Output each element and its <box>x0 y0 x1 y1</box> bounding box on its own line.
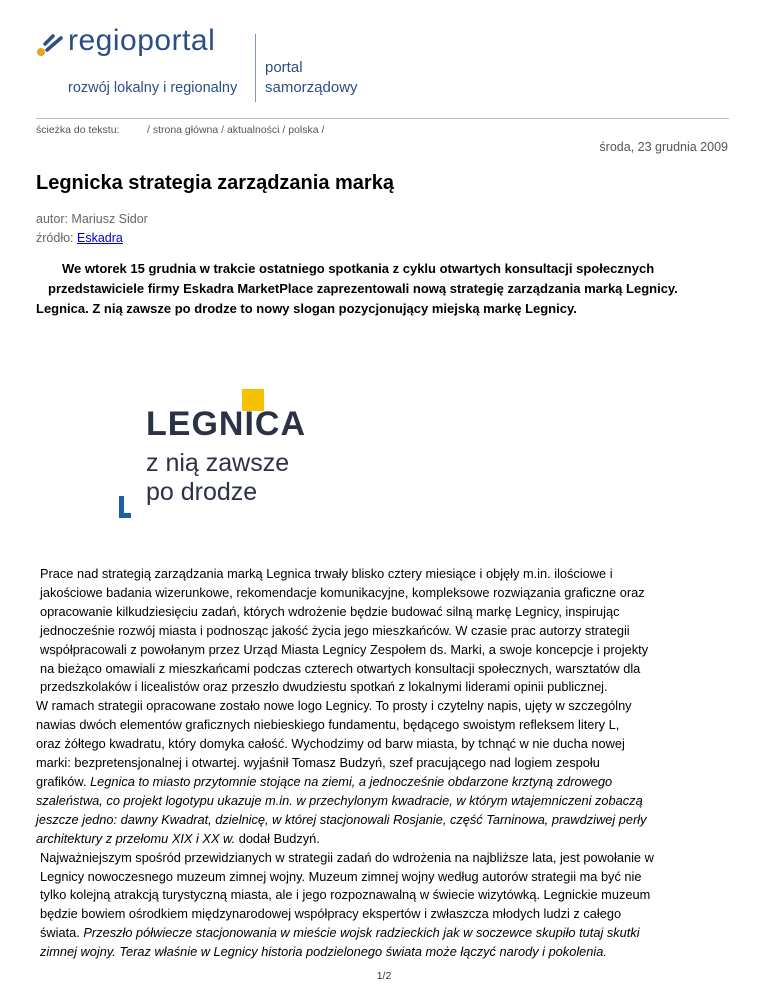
article-title: Legnicka strategia zarządzania marką <box>36 172 394 194</box>
body-line: jeszcze jedno: dawny Kwadrat, dzielnicę, w której stacjonowali Rosjanie, część Tarninowa, prawdziwej perły <box>36 811 647 827</box>
body-line: na bieżąco omawiali z mieszkańcami podczas czterech otwartych konsultacji społecznych, warsztatów dla <box>40 660 641 676</box>
body-line: Prace nad strategią zarządzania marką Legnica trwały blisko cztery miesiące i objęły m.in. ilościowe i <box>40 566 613 581</box>
body-segment: grafików. <box>36 773 91 789</box>
body-quote: Legnica to miasto przytomnie stojące na ziemi, a jednocześnie obdarzone krztyną zdrowego <box>90 773 613 789</box>
brand-image-line1: LEGNICA <box>146 405 306 443</box>
article-lead <box>36 259 756 319</box>
body-line: współpracowali z powołanym przez Urząd Miasta Legnicy Zespołem ds. Marki, a swoje koncepcje i projekty <box>40 641 649 657</box>
body-line: W ramach strategii opracowane zostało nowe logo Legnicy. To prosty i czytelny napis, ujęty w szczególny <box>36 698 632 714</box>
body-segment: dodał Budzyń. <box>235 830 320 846</box>
body-line: będzie bowiem ośrodkiem międzynarodowej współpracy ekspertów i zwłaszcza młodych ludzi z całego <box>40 906 622 922</box>
header-divider <box>36 118 729 119</box>
brand-image-line2: z nią zawsze <box>146 449 290 477</box>
body-line: marki: bezpretensjonalnej i otwartej. wyjaśnił Tomasz Budzyń, szef pracującego nad logiem zespołu <box>36 755 600 771</box>
body-line: tylko kolejną atrakcją turystyczną miasta, ale i jego rozpoznawalną w świecie wizytówką. Legnickie muzeum <box>40 887 651 903</box>
lead-line: We wtorek 15 grudnia w trakcie ostatniego spotkania z cyklu otwartych konsultacji społecznych <box>62 261 655 276</box>
body-line: nawias dwóch elementów graficznych niebieskiego fundamentu, będącego swoistym refleksem litery L, <box>36 717 620 733</box>
body-line: jakościowe badania wizerunkowe, rekomendacje komunikacyjne, kompleksowe rozwiązania graficzne oraz <box>40 584 645 600</box>
lead-line: Legnica. Z nią zawsze po drodze to nowy slogan pozycjonujący miejską markę Legnicy. <box>36 301 577 316</box>
blue-l-mark-icon <box>119 496 131 518</box>
body-line: oraz żółtego kwadratu, który domyka całość. Wychodzimy od barw miasta, by tchnąć w nie ducha nowej <box>36 736 625 752</box>
logo-portal-line2: samorządowy <box>265 79 358 96</box>
body-segment: świata. <box>40 925 84 941</box>
body-quote: Przeszło półwiecze stacjonowania w mieście wojsk radzieckich jak w soczewce skupiło tutaj skutki <box>83 925 640 941</box>
source-link[interactable]: Eskadra <box>77 231 123 245</box>
body-line <box>36 830 732 849</box>
page-number: 1/2 <box>376 970 392 982</box>
body-line <box>36 773 732 792</box>
logo-divider <box>255 34 256 102</box>
article-source <box>36 231 123 245</box>
logo-portal-label <box>265 58 358 98</box>
body-line: Legnicy nowoczesnego muzeum zimnej wojny. Muzeum zimnej wojny według autorów strategii ma być nie <box>40 868 642 884</box>
regioportal-logo[interactable] <box>36 24 396 106</box>
logo-portal-line1: portal <box>265 59 303 76</box>
brand-image-line3: po drodze <box>146 478 258 506</box>
source-label: źródło: <box>36 231 77 245</box>
breadcrumb-label: ścieżka do tekstu: <box>36 124 120 136</box>
body-line <box>36 924 732 943</box>
logo-name: regioportal <box>68 24 216 57</box>
article-author: autor: Mariusz Sidor <box>36 212 148 226</box>
regioportal-logo-icon <box>36 32 66 62</box>
body-quote: architektury z przełomu XIX i XX w. <box>36 830 236 846</box>
body-line: zimnej wojny. Teraz właśnie w Legnicy historia podzielonego świata może łączyć narody i pokolenia. <box>40 944 607 960</box>
body-line: Najważniejszym spośród przewidzianych w strategii zadań do wdrożenia na najbliższe lata, jest powołanie w <box>40 849 654 865</box>
body-line: przedszkolaków i licealistów oraz przeszło dwudziestu spotkań z lokalnymi liderami opinii publicznej. <box>40 679 608 695</box>
breadcrumb[interactable]: / strona główna / aktualności / polska / <box>147 124 325 136</box>
publication-date: środa, 23 grudnia 2009 <box>599 140 728 154</box>
body-line: opracowanie kilkudziesięciu zadań, których wdrożenie będzie budować silną markę Legnicy, inspirując <box>40 603 620 619</box>
body-line: jednocześnie rozwój miasta i podnosząc jakość życia jego mieszkańców. W czasie prac autorzy strategii <box>40 622 630 638</box>
lead-line: przedstawiciele firmy Eskadra MarketPlace zaprezentowali nową strategię zarządzania marką Legnicy. <box>48 281 678 296</box>
body-line: szaleństwa, co projekt logotypu ukazuje m.in. w przechylonym kwadracie, w którym wtajemniczeni zobaczą <box>36 792 643 808</box>
logo-tagline: rozwój lokalny i regionalny <box>68 80 238 96</box>
article-body <box>36 565 732 962</box>
